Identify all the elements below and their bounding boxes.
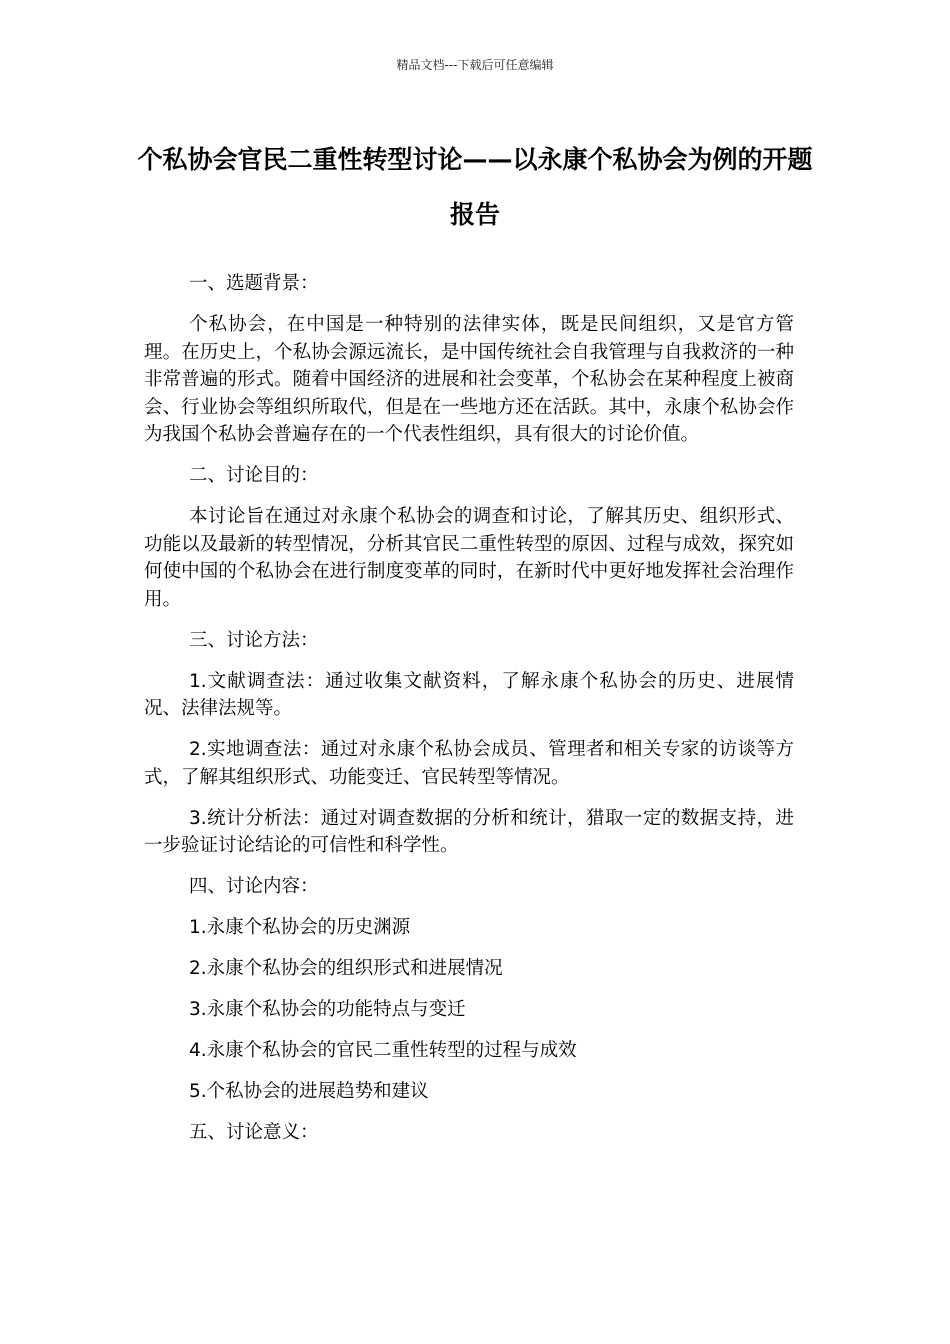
section-heading-significance: 五、讨论意义： [189,1122,319,1143]
content-item: 2.永康个私协会的组织形式和进展情况 [189,958,503,979]
method-item: 2.实地调查法：通过对永康个私协会成员、管理者和相关专家的访谈等方式，了解其组织形式、功能变迁、官民转型等情况。 [144,739,794,788]
header-note: 精品文档---下载后可任意编辑 [396,58,554,72]
section-heading-method: 三、讨论方法： [189,629,319,651]
section-heading-purpose: 二、讨论目的： [189,465,319,486]
content-item: 4.永康个私协会的官民二重性转型的过程与成效 [189,1040,577,1061]
paragraph-background: 个私协会，在中国是一种特别的法律实体，既是民间组织，又是官方管理。在历史上，个私协会源远流长，是中国传统社会自我管理与自我救济的一种非常普遍的形式。随着中国经济的进展和社会变革，个私协会在某种程度上被商会、行业协会等组织所取代，但是在一些地方还在活跃。其中，永康个私协会作为我国个私协会普遍存在的一个代表性组织，具有很大的讨论价值。 [144,314,794,445]
content-item: 3.永康个私协会的功能特点与变迁 [189,999,466,1020]
paragraph-purpose: 本讨论旨在通过对永康个私协会的调查和讨论，了解其历史、组织形式、功能以及最新的转型情况，分析其官民二重性转型的原因、过程与成效，探究如何使中国的个私协会在进行制度变革的同时，在新时代中更好地发挥社会治理作用。 [144,506,794,610]
content-item: 1.永康个私协会的历史渊源 [189,917,411,938]
content-item: 5.个私协会的进展趋势和建议 [189,1081,429,1102]
document-title: 个私协会官民二重性转型讨论——以永康个私协会为例的开题报告 [137,145,813,229]
section-heading-background: 一、选题背景： [189,273,319,294]
method-item: 3.统计分析法：通过对调查数据的分析和统计，猎取一定的数据支持，进一步验证讨论结论的可信性和科学性。 [144,807,794,856]
document-body [144,270,794,1160]
section-heading-content: 四、讨论内容： [189,876,319,897]
method-item: 1.文献调查法：通过收集文献资料，了解永康个私协会的历史、进展情况、法律法规等。 [144,670,794,719]
